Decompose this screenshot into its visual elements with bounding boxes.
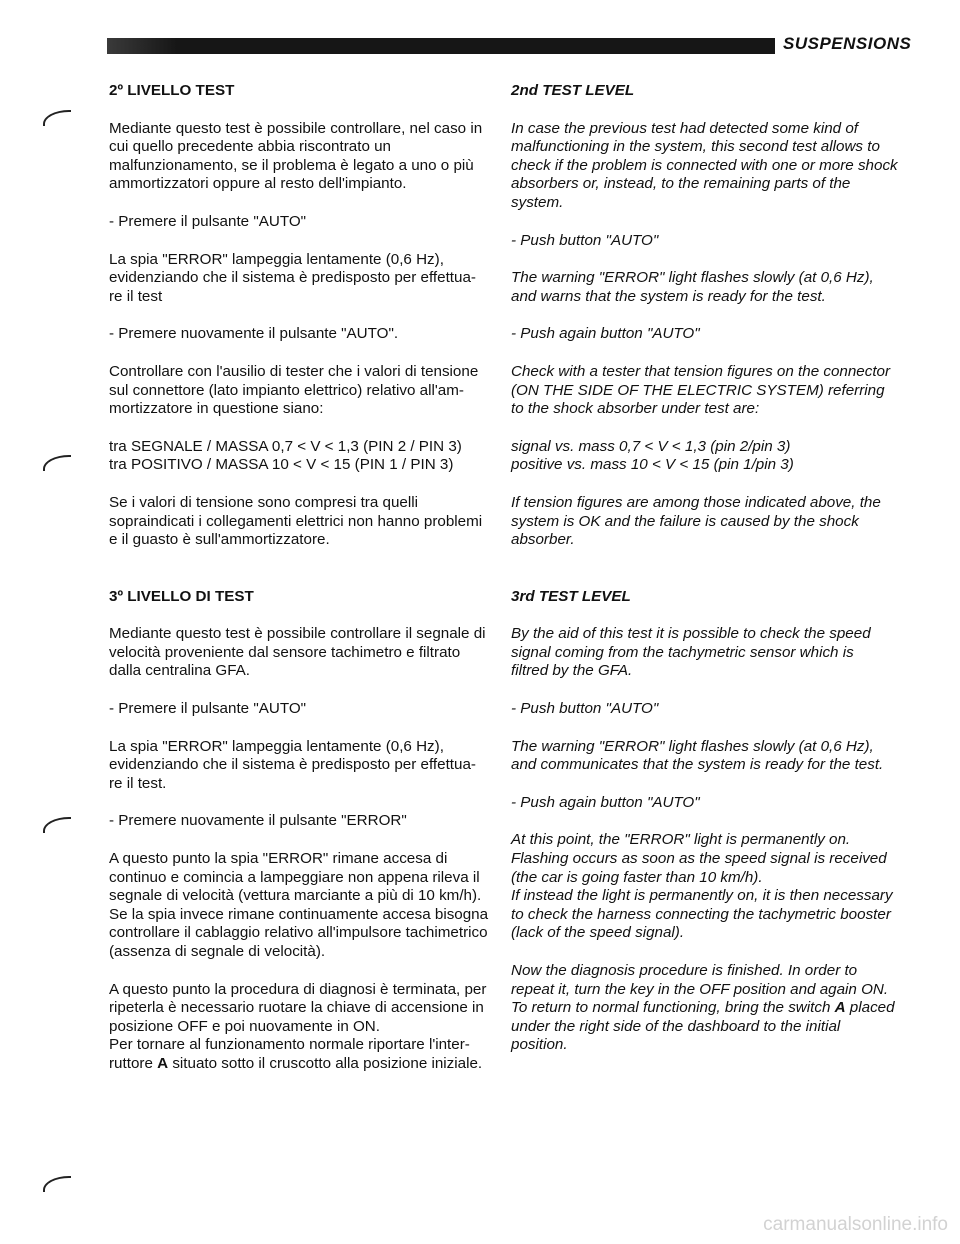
range-positive-it: tra POSITIVO / MASSA 10 < V < 15 (PIN 1 / PIN 3) xyxy=(109,456,454,474)
level3-result-it: A questo punto la spia "ERROR" rimane accesa di continuo e comincia a lampeggiare non appena rileva il segnale di velocità (vettura marciante a più di 10 km/h). Se la spia invece rimane continuamente accesa bisogna controllare il cablaggio relativo all'impulsore tachimetrico (assenza di segnale di velocità). xyxy=(109,850,489,960)
level2-intro-it: Mediante questo test è possibile controllare, nel caso in cui quello precedente abbia riscontrato un malfunzionamento, se il problema è legato a uno o più ammortizzatori oppure al resto dell'impianto. xyxy=(109,119,483,193)
level3-title-en: 3rd TEST LEVEL xyxy=(511,587,631,605)
english-column xyxy=(511,82,911,1055)
tester-check-it: Controllare con l'ausilio di tester che i valori di tensione sul connettore (lato impianto elettrico) relativo all'am- mortizzatore in questione siano: xyxy=(109,362,479,418)
level2-intro-en: In case the previous test had detected some kind of malfunctioning in the system, this second test allows to check if the problem is connected with one or more shock absorbers or, instead, to the remaining parts of the system. xyxy=(511,119,898,211)
step-push-again-error-it: - Premere nuovamente il pulsante "ERROR" xyxy=(109,812,407,830)
margin-mark xyxy=(43,110,71,126)
step-push-auto-2-en: - Push button "AUTO" xyxy=(511,700,659,718)
error-flash-en: The warning "ERROR" light flashes slowly (at 0,6 Hz), and warns that the system is ready for the test. xyxy=(511,269,874,305)
step-push-again-auto-2-en: - Push again button "AUTO" xyxy=(511,793,700,811)
error-flash-2-it: La spia "ERROR" lampeggia lentamente (0,6 Hz), evidenziando che il sistema è predisposto per effettua- re il test. xyxy=(109,737,476,792)
range-signal-it: tra SEGNALE / MASSA 0,7 < V < 1,3 (PIN 2 / PIN 3) xyxy=(109,437,462,455)
margin-mark xyxy=(43,455,71,471)
margin-mark xyxy=(43,1176,71,1192)
level2-result-en: If tension figures are among those indicated above, the system is OK and the failure is caused by the shock absorber. xyxy=(511,493,881,549)
closing-en: Now the diagnosis procedure is finished. In order to repeat it, turn the key in the OFF position and again ON. To return to normal functioning, bring the switch A placed under the right side of the dashboard to the initial position. xyxy=(511,962,895,1054)
closing-2-it: Per tornare al funzionamento normale riportare l'inter- ruttore A situato sotto il cruscotto alla posizione iniziale. xyxy=(109,1036,483,1072)
step-push-auto-en: - Push button "AUTO" xyxy=(511,231,659,249)
level3-intro-it: Mediante questo test è possibile controllare il segnale di velocità proveniente dal sensore tachimetro e filtrato dalla centralina GFA. xyxy=(109,625,486,680)
level2-title-it: 2º LIVELLO TEST xyxy=(109,82,235,99)
section-title: SUSPENSIONS xyxy=(783,34,912,53)
step-push-again-auto-it: - Premere nuovamente il pulsante "AUTO". xyxy=(109,325,399,343)
step-push-again-auto-en: - Push again button "AUTO" xyxy=(511,325,700,343)
range-signal-en: signal vs. mass 0,7 < V < 1,3 (pin 2/pin 3) xyxy=(511,437,791,455)
level2-result-it: Se i valori di tensione sono compresi tra quelli sopraindicati i collegamenti elettrici non hanno problemi e il guasto è sull'ammortizzatore. xyxy=(109,493,483,549)
step-push-auto-it: - Premere il pulsante "AUTO" xyxy=(109,212,307,230)
watermark: carmanualsonline.info xyxy=(763,1214,948,1235)
margin-mark xyxy=(43,817,71,833)
range-positive-en: positive vs. mass 10 < V < 15 (pin 1/pin 3) xyxy=(511,456,794,474)
level3-intro-en: By the aid of this test it is possible to check the speed signal coming from the tachymetric sensor which is filtred by the GFA. xyxy=(511,625,871,680)
tester-check-en: Check with a tester that tension figures on the connector (ON THE SIDE OF THE ELECTRIC SYSTEM) referring to the shock absorber under test are: xyxy=(511,362,891,418)
closing-1-it: A questo punto la procedura di diagnosi è terminata, per ripeterla è necessario ruotare la chiave di accensione in posizione OFF e poi nuovamente in ON. xyxy=(109,980,487,1035)
level3-title-it: 3º LIVELLO DI TEST xyxy=(109,587,254,605)
error-flash-2-en: The warning "ERROR" light flashes slowly (at 0,6 Hz), and communicates that the system is ready for the test. xyxy=(511,737,884,774)
header-bar xyxy=(107,38,775,54)
level3-result-en: At this point, the "ERROR" light is permanently on. Flashing occurs as soon as the speed signal is received (the car is going faster than 10 km/h). If instead the light is permanently on, it is then necessary to check the harness connecting the tachymetric booster (lack of the speed signal). xyxy=(511,831,893,942)
error-flash-it: La spia "ERROR" lampeggia lentamente (0,6 Hz), evidenziando che il sistema è predisposto per effettua- re il test xyxy=(109,250,476,305)
step-push-auto-2-it: - Premere il pulsante "AUTO" xyxy=(109,700,307,718)
level2-title-en: 2nd TEST LEVEL xyxy=(511,82,635,99)
italian-column xyxy=(109,82,504,1074)
